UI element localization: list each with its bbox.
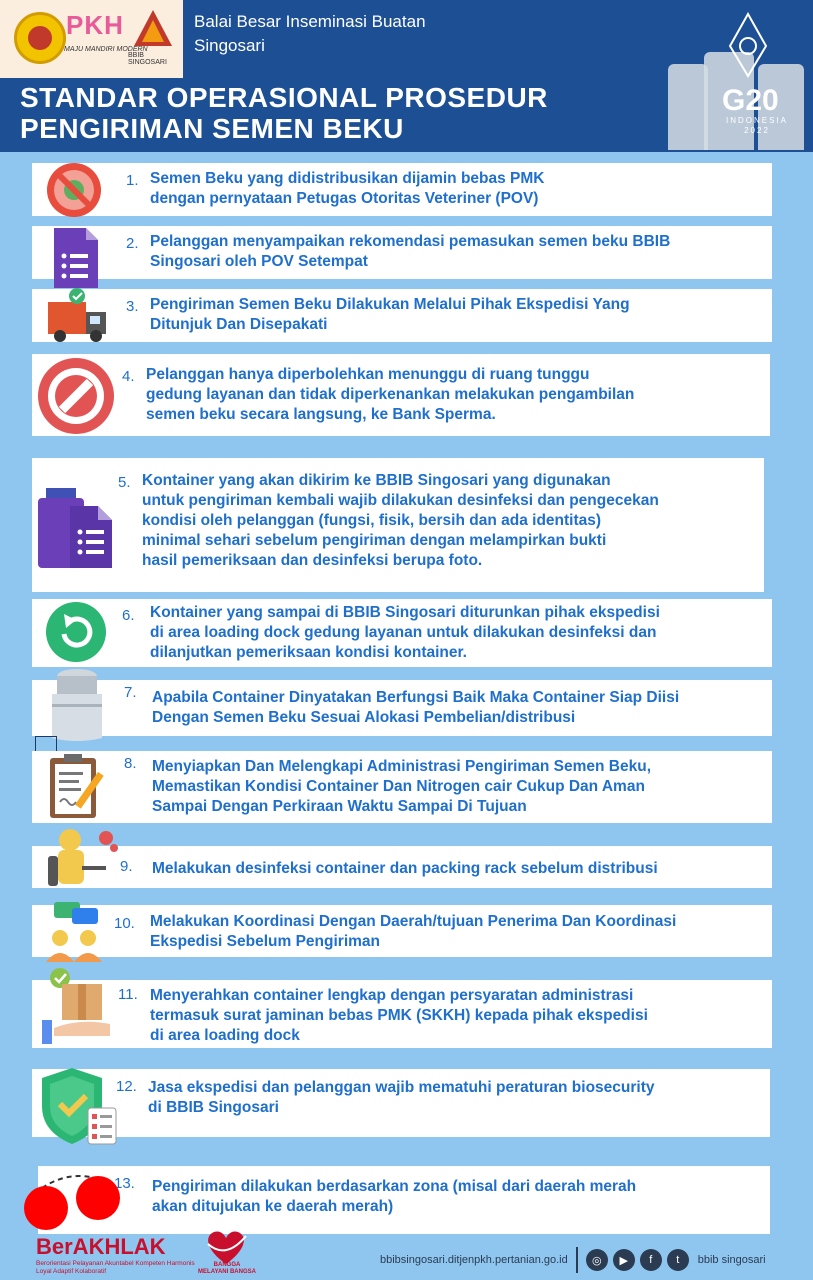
footer-divider: [576, 1247, 578, 1273]
g20-sub-year: 2022: [744, 126, 770, 135]
org-name-line2: Singosari: [194, 36, 265, 55]
delivery-truck-icon: [44, 286, 110, 344]
disinfection-worker-icon: [44, 826, 120, 898]
step-card-8: [32, 751, 772, 823]
step-card-12: [32, 1069, 770, 1137]
website-url[interactable]: bbibsingosari.ditjenpkh.pertanian.go.id: [380, 1254, 568, 1266]
step-card-1: [32, 163, 772, 216]
selection-box: [35, 736, 57, 752]
step-number: 7.: [124, 684, 137, 701]
berakhlak-logo: BerAKHLAK: [36, 1234, 166, 1259]
shield-check-icon: [38, 1066, 120, 1148]
container-can-icon: [668, 64, 708, 150]
step-number: 5.: [118, 474, 131, 491]
step-text: Menyerahkan container lengkap dengan persyaratan administrasi termasuk surat jaminan bebas PMK (SKKH) kepada pihak ekspedisi di area loading dock: [150, 987, 648, 1044]
footer-contact: [380, 1246, 766, 1274]
step-card-9: [32, 846, 772, 888]
step-card-11: [32, 980, 772, 1048]
step-card-6: [32, 599, 772, 667]
step-card-13: [38, 1166, 770, 1234]
ministry-seal-icon: [14, 12, 66, 64]
refresh-icon: [44, 600, 108, 664]
zone-dots-icon: [22, 1168, 132, 1240]
twitter-icon[interactable]: t: [667, 1249, 689, 1271]
berakhlak-tagline: Berorientasi Pelayanan Akuntabel Kompeten Harmonis Loyal Adaptif Kolaboratif: [36, 1260, 195, 1275]
step-text: Melakukan desinfeksi container dan packing rack sebelum distribusi: [152, 860, 658, 877]
step-text: Pelanggan hanya diperbolehkan menunggu di ruang tunggu gedung layanan dan tidak diperkenankan melakukan pengambilan semen beku secara langsung, ke Bank Sperma.: [146, 366, 635, 423]
step-text: Jasa ekspedisi dan pelanggan wajib mematuhi peraturan biosecurity di BBIB Singosari: [148, 1079, 655, 1116]
pkh-tagline: MAJU MANDIRI MODERN: [64, 46, 148, 53]
step-text: Pelanggan menyampaikan rekomendasi pemasukan semen beku BBIB Singosari oleh POV Setempat: [150, 233, 671, 270]
document-list-icon: [52, 226, 100, 290]
step-number: 8.: [124, 755, 137, 772]
logo-area: [0, 0, 183, 78]
clipboard-pencil-icon: [46, 752, 108, 820]
people-chat-icon: [42, 900, 108, 962]
step-text: Apabila Container Dinyatakan Berfungsi Baik Maka Container Siap Diisi Dengan Semen Beku Sesuai Alokasi Pembelian/distribusi: [152, 689, 680, 726]
step-card-5: [32, 458, 764, 592]
prohibited-icon: [34, 356, 118, 436]
step-number: 12.: [116, 1078, 137, 1095]
g20-logo: [666, 8, 808, 150]
step-number: 11.: [118, 986, 138, 1003]
step-card-4: [32, 354, 770, 436]
step-number: 1.: [126, 172, 139, 189]
org-name: [194, 10, 426, 58]
step-number: 3.: [126, 298, 139, 315]
step-text: Pengiriman Semen Beku Dilakukan Melalui Pihak Ekspedisi Yang Ditunjuk Dan Disepakati: [150, 296, 630, 333]
page-title-line2: PENGIRIMAN SEMEN BEKU: [20, 113, 404, 144]
step-number: 10.: [114, 915, 135, 932]
pkh-logo: PKH: [66, 10, 124, 40]
page-title-line1: STANDAR OPERASIONAL PROSEDUR: [20, 82, 548, 113]
step-text: Kontainer yang akan dikirim ke BBIB Singosari yang digunakan untuk pengiriman kembali wajib dilakukan desinfeksi dan pengecekan kondisi oleh pelanggan (fungsi, fisik, bersih dan ada identitas) minimal sehari sebelum pengiriman dengan melampirkan bukti hasil pemeriksaan dan desinfeksi berupa foto.: [142, 472, 659, 569]
social-handle: bbib singosari: [697, 1254, 766, 1266]
step-text: Kontainer yang sampai di BBIB Singosari diturunkan pihak ekspedisi di area loading dock gedung layanan untuk dilakukan desinfeksi dan dilanjutkan pemeriksaan kondisi kontainer.: [150, 604, 660, 661]
step-text: Melakukan Koordinasi Dengan Daerah/tujuan Penerima Dan Koordinasi Ekspedisi Sebelum Pengiriman: [150, 913, 677, 950]
milk-can-icon: [48, 668, 106, 744]
bbib-logo-icon: [132, 8, 174, 48]
package-handover-icon: [40, 966, 116, 1046]
bangga-melayani-heart-icon: [200, 1226, 252, 1266]
step-card-2: [32, 226, 772, 279]
step-card-3: [32, 289, 772, 342]
instagram-icon[interactable]: ◎: [586, 1249, 608, 1271]
page-title: [20, 82, 548, 144]
step-card-7: [32, 680, 772, 736]
bangga-melayani-text: BANGGA MELAYANI BANGSA: [198, 1262, 256, 1275]
step-text: Pengiriman dilakukan berdasarkan zona (misal dari daerah merah akan ditujukan ke daerah merah): [152, 1178, 637, 1215]
no-cattle-icon: [44, 160, 104, 220]
youtube-icon[interactable]: ▶: [613, 1249, 635, 1271]
step-number: 6.: [122, 607, 135, 624]
bbib-tagline: BBIB SINGOSARI: [128, 52, 167, 66]
step-card-10: [32, 905, 772, 957]
step-number: 9.: [120, 858, 133, 875]
g20-sub: [726, 116, 788, 136]
step-text: Menyiapkan Dan Melengkapi Administrasi Pengiriman Semen Beku, Memastikan Kondisi Container Dan Nitrogen cair Cukup Dan Aman Sampai Dengan Perkiraan Waktu Sampai Di Tujuan: [152, 758, 652, 815]
g20-ornament-icon: [726, 12, 770, 78]
step-text: Semen Beku yang didistribusikan dijamin bebas PMK dengan pernyataan Petugas Otoritas Veteriner (POV): [150, 170, 545, 207]
step-number: 2.: [126, 235, 139, 252]
step-number: 4.: [122, 368, 135, 385]
header: [0, 0, 813, 152]
container-document-icon: [34, 486, 116, 570]
facebook-icon[interactable]: f: [640, 1249, 662, 1271]
org-name-line1: Balai Besar Inseminasi Buatan: [194, 12, 426, 31]
step-number: 13.: [114, 1175, 135, 1192]
g20-sub-country: INDONESIA: [726, 116, 789, 125]
g20-mark: G20: [722, 84, 779, 117]
